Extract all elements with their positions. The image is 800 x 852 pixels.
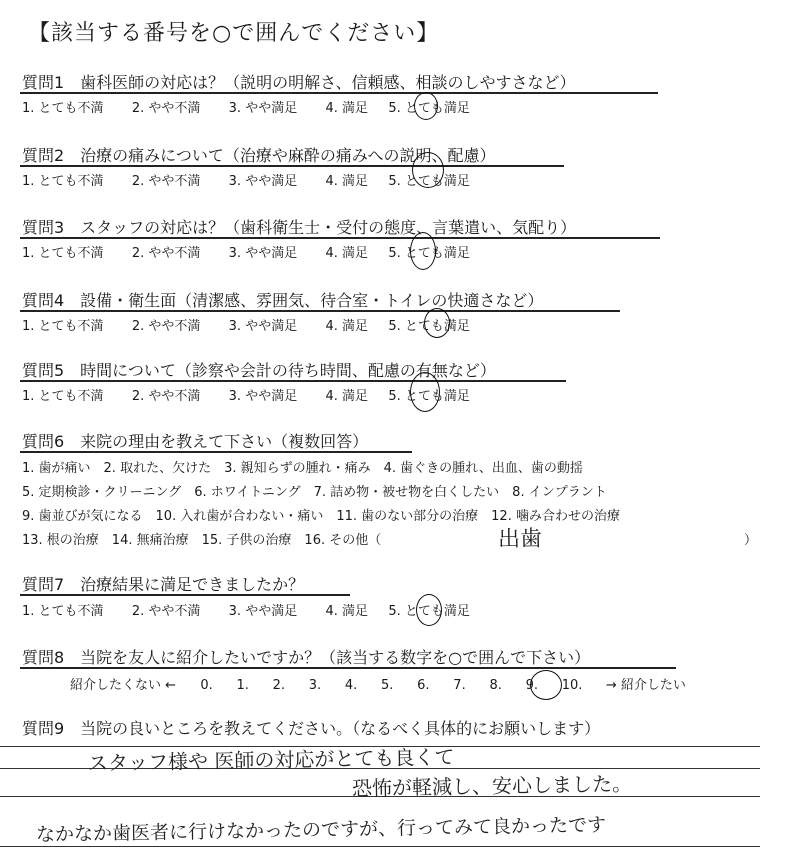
option-3[interactable]: 3. やや満足 [228, 174, 298, 189]
option-2[interactable]: 2. やや不満 [131, 174, 201, 189]
option-2[interactable]: 2. やや不満 [131, 101, 201, 116]
option-3[interactable]: 3. やや満足 [228, 604, 298, 619]
option-5[interactable]: 5. とても満足 [388, 174, 470, 189]
score-9[interactable]: 9. [525, 678, 538, 693]
reason-row-4[interactable]: 13. 根の治療 14. 無痛治療 15. 子供の治療 16. その他（ [22, 533, 382, 548]
question-1-options [22, 97, 470, 116]
option-1[interactable]: 1. とても不満 [22, 319, 104, 334]
score-4[interactable]: 4. [344, 678, 358, 693]
score-1[interactable]: 1. [236, 678, 249, 693]
question-6-title: 質問6 来院の理由を教えて下さい（複数回答） [22, 432, 369, 451]
score-5[interactable]: 5. [381, 678, 394, 693]
question-3-underline [20, 237, 660, 239]
answer-circle-q7 [416, 594, 442, 626]
answer-circle-q3 [410, 232, 436, 270]
option-2[interactable]: 2. やや不満 [131, 319, 201, 334]
question-2-title: 質問2 治療の痛みについて（治療や麻酔の痛みへの説明、配慮） [22, 146, 496, 165]
option-3[interactable]: 3. やや満足 [228, 101, 298, 116]
referral-scale [70, 674, 686, 693]
form-heading: 【該当する番号を○で囲んでください】 [28, 21, 440, 46]
handwritten-comment-line-1: スタッフ様や 医師の対応がとても良くて [87, 744, 455, 776]
option-5[interactable]: 5. とても満足 [388, 246, 470, 261]
question-6-underline [20, 451, 412, 453]
referral-right-label: → 紹介したい [605, 678, 686, 693]
option-1[interactable]: 1. とても不満 [22, 389, 104, 404]
answer-circle-q1 [414, 92, 438, 120]
score-6[interactable]: 6. [417, 678, 430, 693]
question-8-title: 質問8 当院を友人に紹介したいですか？（該当する数字を○で囲んで下さい） [22, 648, 591, 667]
question-1-underline [20, 92, 658, 94]
question-4-title: 質問4 設備・衛生面（清潔感、雰囲気、待合室・トイレの快適さなど） [22, 291, 544, 310]
option-4[interactable]: 4. 満足 [325, 604, 369, 619]
question-7-underline [20, 594, 350, 596]
score-3[interactable]: 3. [308, 678, 322, 693]
option-4[interactable]: 4. 満足 [325, 174, 369, 189]
question-2-underline [20, 165, 564, 167]
handwritten-comment-line-2: 恐怖が軽減し、安心しました。 [351, 771, 633, 801]
question-5-options [22, 385, 470, 404]
option-4[interactable]: 4. 満足 [325, 319, 369, 334]
score-10[interactable]: 10. [561, 678, 583, 693]
reason-row-1[interactable]: 1. 歯が痛い 2. 取れた、欠けた 3. 親知らずの腫れ・痛み 4. 歯ぐきの腫れ、出血、歯の動揺 [22, 461, 583, 476]
option-1[interactable]: 1. とても不満 [22, 101, 104, 116]
option-5[interactable]: 5. とても満足 [388, 101, 470, 116]
question-5-underline [20, 380, 566, 382]
question-3-title: 質問3 スタッフの対応は？（歯科衛生士・受付の態度、言葉遣い、気配り） [22, 218, 577, 237]
handwritten-comment-line-3: なかなか歯医者に行けなかったのですが、行ってみて良かったです [35, 814, 607, 846]
option-1[interactable]: 1. とても不満 [22, 174, 104, 189]
option-3[interactable]: 3. やや満足 [228, 246, 298, 261]
score-0[interactable]: 0. [200, 678, 213, 693]
option-3[interactable]: 3. やや満足 [228, 319, 298, 334]
answer-circle-q2 [412, 152, 444, 188]
question-5-title: 質問5 時間について（診察や会計の待ち時間、配慮の有無など） [22, 361, 496, 380]
option-4[interactable]: 4. 満足 [325, 101, 369, 116]
question-7-options [22, 600, 470, 619]
question-9-title: 質問9 当院の良いところを教えてください。（なるべく具体的にお願いします） [22, 719, 601, 738]
reason-row-2[interactable]: 5. 定期検診・クリーニング 6. ホワイトニング 7. 詰め物・被せ物を白くしたい 8. インプラント [22, 485, 607, 500]
score-7[interactable]: 7. [453, 678, 466, 693]
option-5[interactable]: 5. とても満足 [388, 389, 470, 404]
reason-row-3[interactable]: 9. 歯並びが気になる 10. 入れ歯が合わない・痛い 11. 歯のない部分の治療 12. 噛み合わせの治療 [22, 509, 620, 524]
answer-circle-q4 [424, 308, 450, 338]
other-close-paren: ） [744, 533, 758, 548]
question-3-options [22, 242, 470, 261]
question-7-title: 質問7 治療結果に満足できましたか？ [22, 575, 305, 594]
option-2[interactable]: 2. やや不満 [131, 604, 201, 619]
option-3[interactable]: 3. やや満足 [228, 389, 298, 404]
option-4[interactable]: 4. 満足 [325, 389, 369, 404]
answer-circle-q5 [410, 372, 440, 412]
option-5[interactable]: 5. とても満足 [388, 319, 470, 334]
question-8-underline [20, 667, 676, 669]
score-8[interactable]: 8. [489, 678, 502, 693]
option-2[interactable]: 2. やや不満 [131, 389, 201, 404]
other-handwritten-answer: 出歯 [497, 526, 543, 553]
question-4-options [22, 315, 470, 334]
question-2-options [22, 170, 470, 189]
question-1-title: 質問1 歯科医師の対応は？（説明の明解さ、信頼感、相談のしやすさなど） [22, 73, 576, 92]
referral-left-label: 紹介したくない ← [70, 678, 177, 693]
option-2[interactable]: 2. やや不満 [131, 246, 201, 261]
question-4-underline [20, 310, 620, 312]
option-4[interactable]: 4. 満足 [325, 246, 369, 261]
answer-line-4 [0, 846, 760, 847]
option-5[interactable]: 5. とても満足 [388, 604, 470, 619]
option-1[interactable]: 1. とても不満 [22, 246, 104, 261]
score-2[interactable]: 2. [272, 678, 285, 693]
option-1[interactable]: 1. とても不満 [22, 604, 104, 619]
answer-circle-q8 [530, 670, 562, 700]
